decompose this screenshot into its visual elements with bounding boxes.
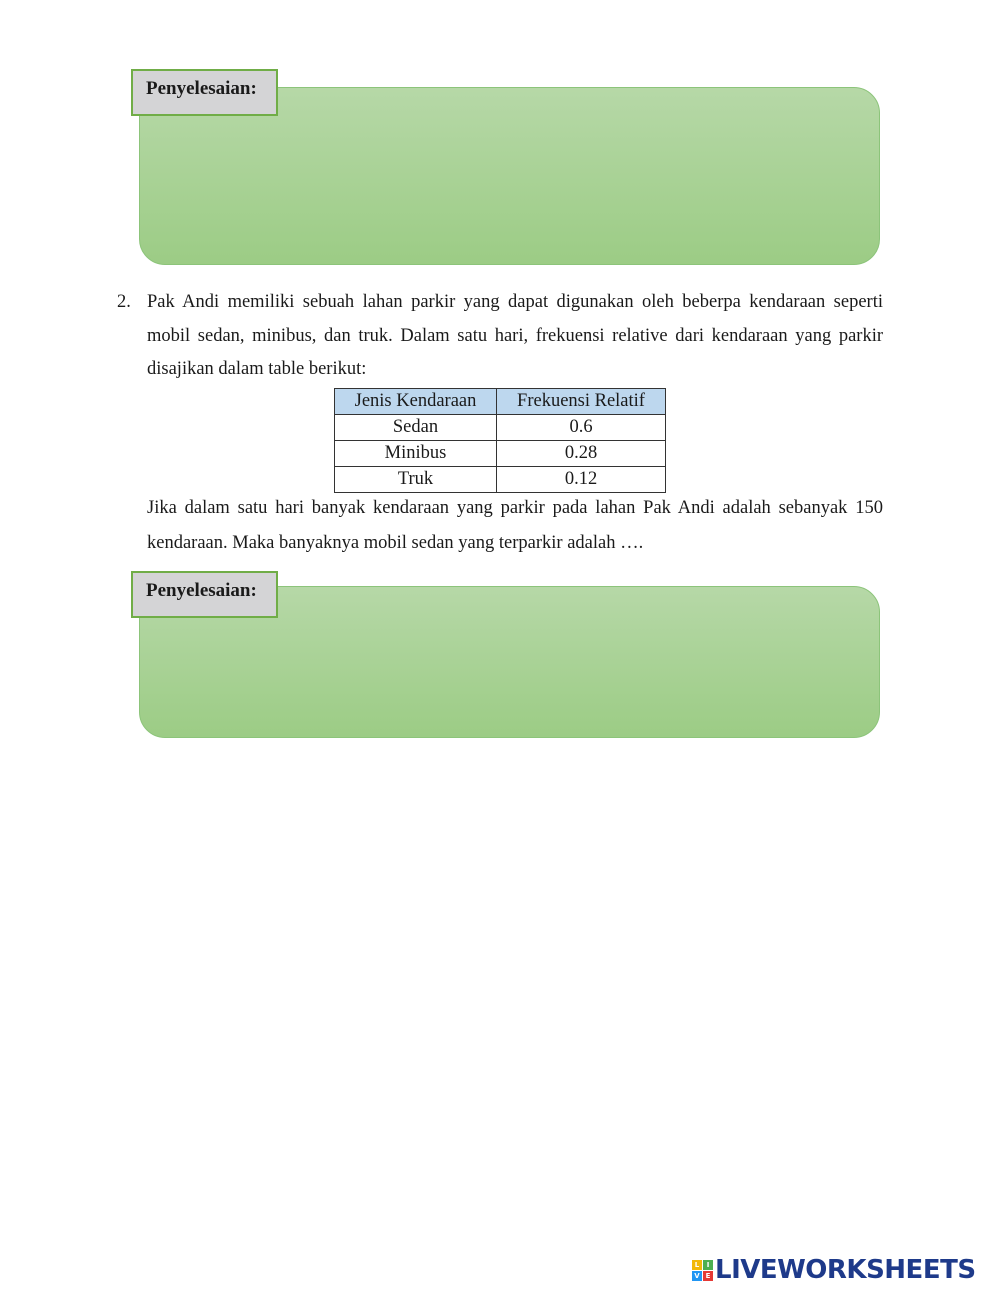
frequency-table xyxy=(334,388,666,493)
liveworksheets-logo xyxy=(692,1254,976,1286)
question-followup: Jika dalam satu hari banyak kendaraan yang parkir pada lahan Pak Andi adalah sebanyak 150 kendaraan. Maka banyaknya mobil sedan yang terparkir adalah …. xyxy=(147,498,883,553)
table-header: Jenis Kendaraan xyxy=(335,389,497,415)
table-cell: Minibus xyxy=(335,441,497,467)
question-2 xyxy=(117,286,883,387)
logo-mark-letter: E xyxy=(703,1271,713,1281)
question-text: Pak Andi memiliki sebuah lahan parkir yang dapat digunakan oleh beberpa kendaraan seperti mobil sedan, minibus, dan truk. Dalam satu hari, frekuensi relative dari kendaraan yang parkir disajikan dalam table berikut: xyxy=(147,292,883,379)
logo-mark-letter: V xyxy=(692,1271,702,1281)
solution-label: Penyelesaian: xyxy=(131,69,278,116)
table-header: Frekuensi Relatif xyxy=(497,389,666,415)
table-cell: 0.12 xyxy=(497,467,666,493)
logo-mark-icon xyxy=(692,1260,713,1281)
logo-text: LIVEWORKSHEETS xyxy=(715,1255,976,1285)
table-row xyxy=(335,467,666,493)
table-row xyxy=(335,441,666,467)
table-cell: 0.28 xyxy=(497,441,666,467)
logo-mark-letter: L xyxy=(692,1260,702,1270)
question-number: 2. xyxy=(117,292,131,312)
table-header-row xyxy=(335,389,666,415)
table-row xyxy=(335,415,666,441)
logo-mark-letter: I xyxy=(703,1260,713,1270)
table-cell: Sedan xyxy=(335,415,497,441)
solution-label: Penyelesaian: xyxy=(131,571,278,618)
table-cell: Truk xyxy=(335,467,497,493)
table-cell: 0.6 xyxy=(497,415,666,441)
